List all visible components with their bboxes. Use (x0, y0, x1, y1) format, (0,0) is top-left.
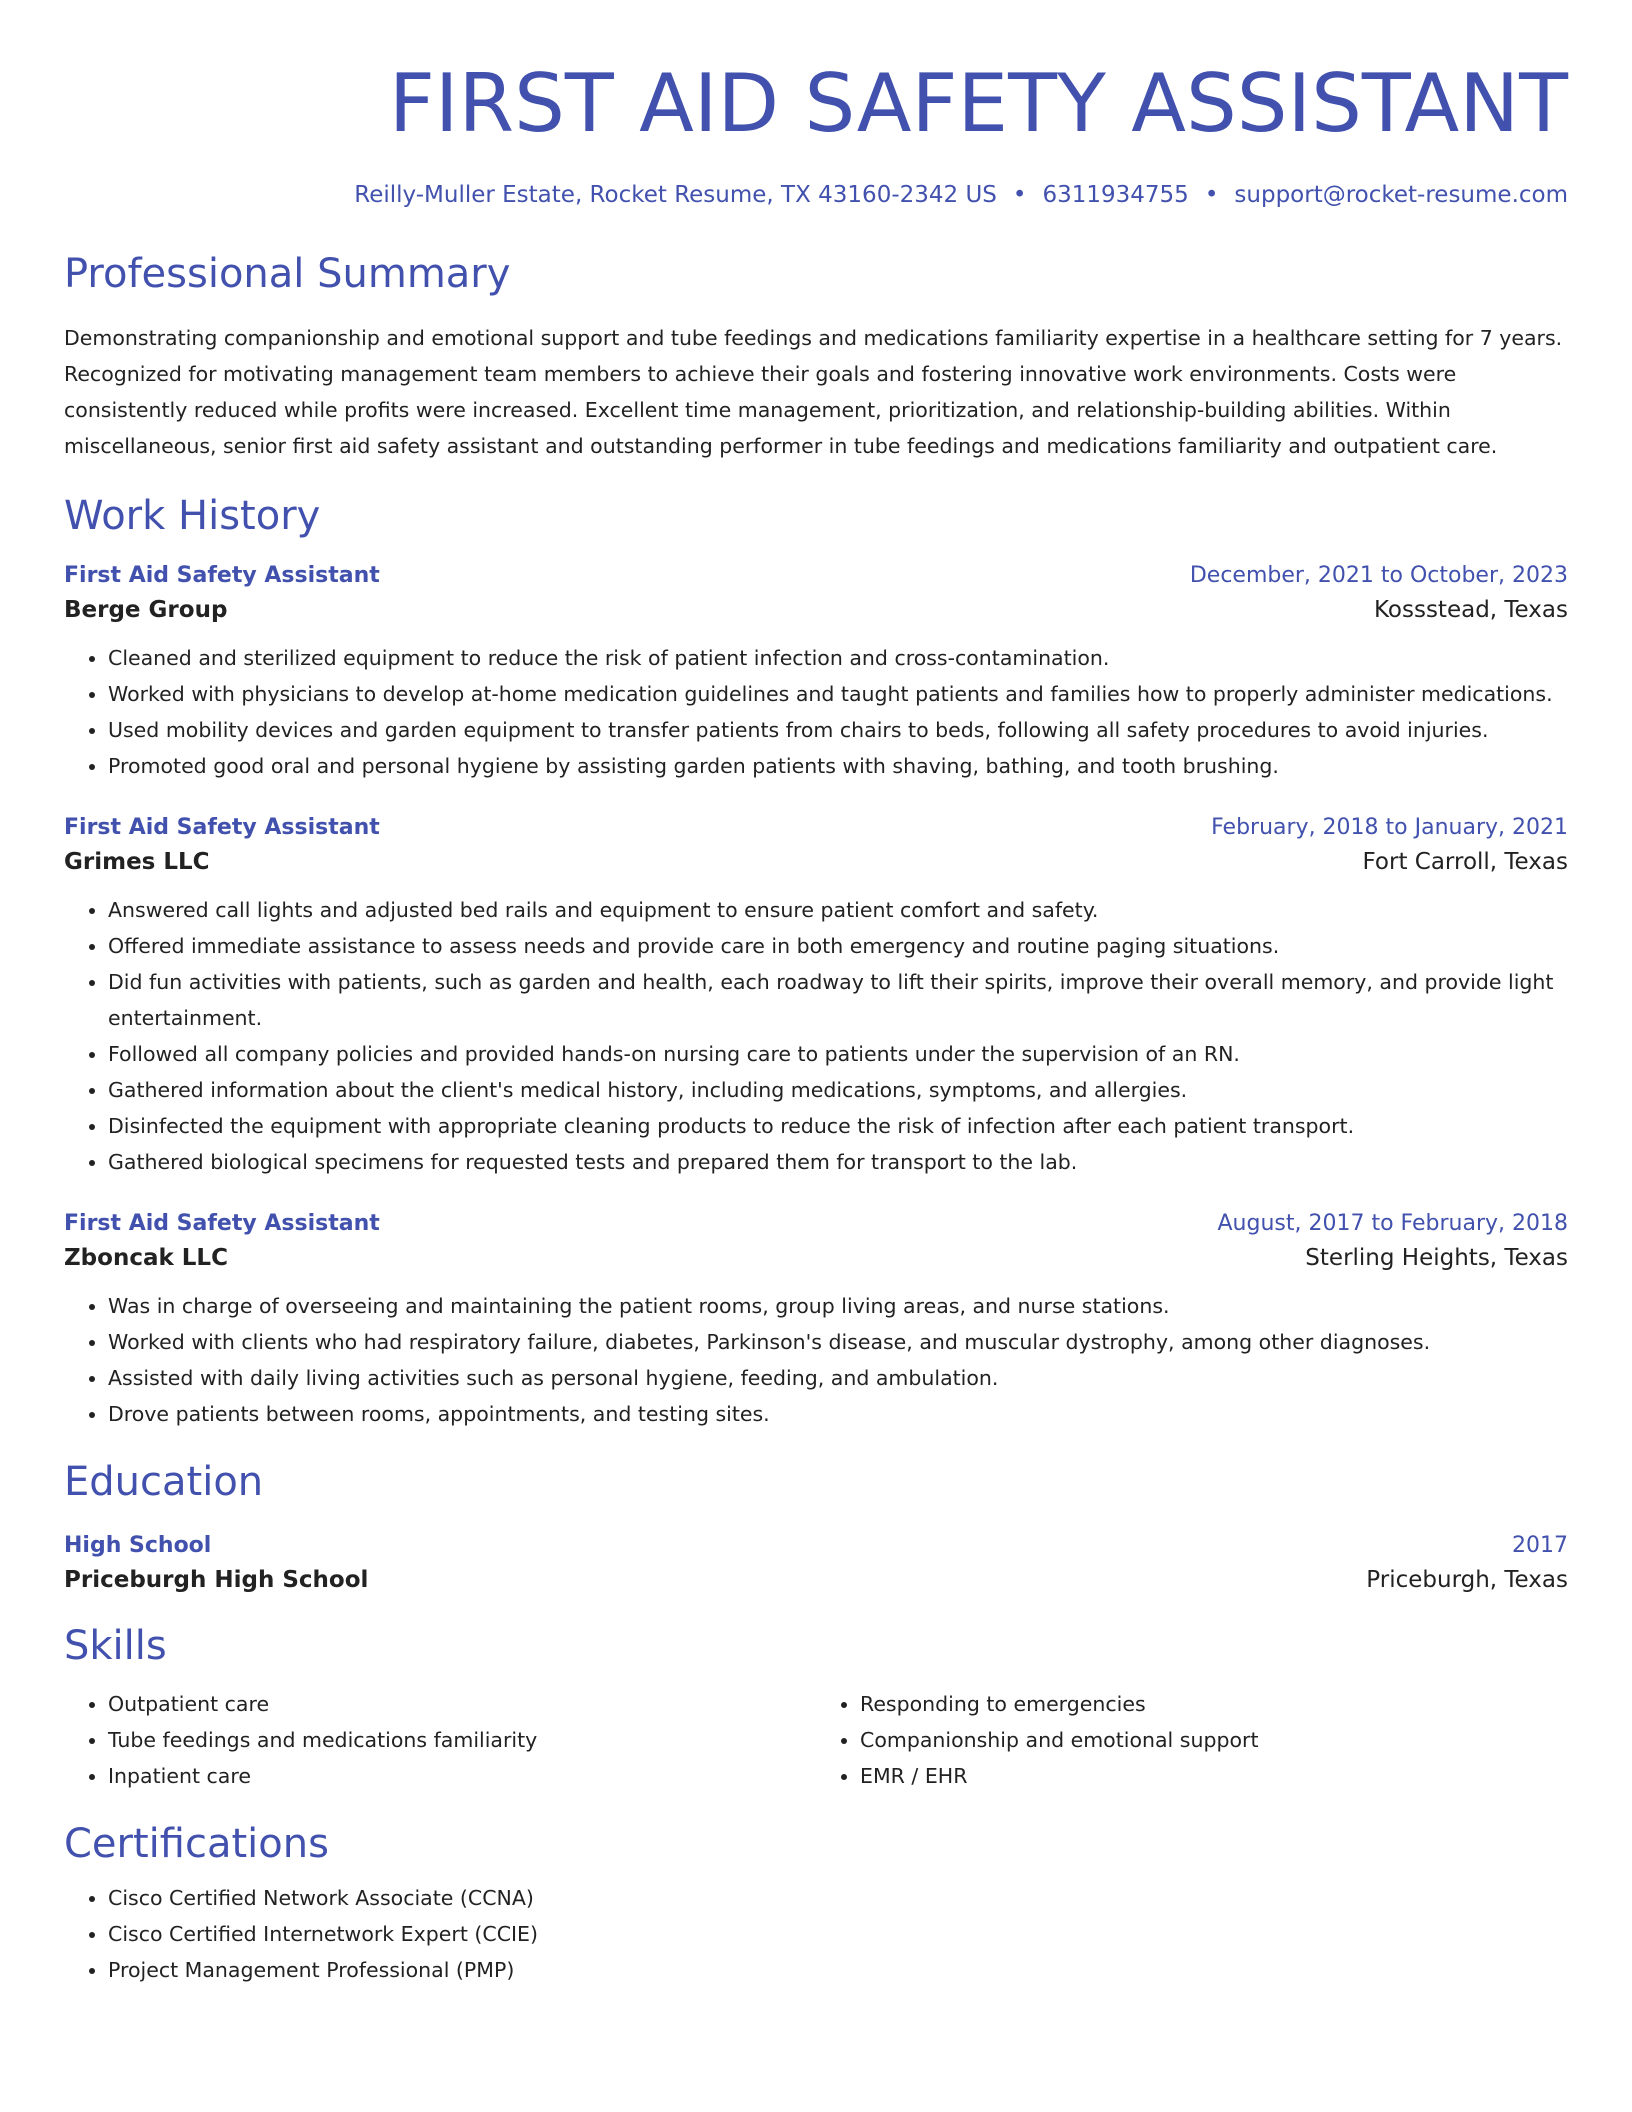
skill-item: • Companionship and emotional support (860, 1722, 1568, 1758)
skills-grid (64, 1686, 1568, 1794)
job-entry (64, 812, 1568, 1180)
job-company: Zboncak LLC (64, 1245, 228, 1271)
job-duty: • Followed all company policies and provided hands-on nursing care to patients under the supervision of an RN. (108, 1036, 1568, 1072)
skill-item: • Outpatient care (108, 1686, 816, 1722)
resume-name: FIRST AID SAFETY ASSISTANT (388, 57, 1568, 150)
job-dates: December, 2021 to October, 2023 (1189, 563, 1568, 588)
education-school: Priceburgh High School (64, 1567, 369, 1593)
certification-item: • Cisco Certified Network Associate (CCNA) (108, 1880, 1568, 1916)
job-entry (64, 1208, 1568, 1432)
job-company: Berge Group (64, 597, 228, 623)
summary-text: Demonstrating companionship and emotional support and tube feedings and medications familiarity expertise in a healthcare setting for 7 years. Recognized for motivating management team members to achieve their goals and fostering innovative work environments. Costs were consistently reduced while profits were increased. Excellent time management, prioritization, and relationship-building abilities. Within miscellaneous, senior first aid safety assistant and outstanding performer in tube feedings and medications familiarity and outpatient care. (64, 326, 1563, 458)
job-duties-list (64, 892, 1568, 1180)
job-title: First Aid Safety Assistant (64, 815, 380, 840)
certification-item: • Project Management Professional (PMP) (108, 1952, 1568, 1988)
job-location: Fort Carroll, Texas (1362, 849, 1568, 875)
job-entry (64, 560, 1568, 784)
job-duty: • Cleaned and sterilized equipment to reduce the risk of patient infection and cross-contamination. (108, 640, 1568, 676)
skills-list-left (64, 1686, 816, 1794)
job-title: First Aid Safety Assistant (64, 1211, 380, 1236)
contact-address: Reilly-Muller Estate, Rocket Resume, TX 43160-2342 US (354, 182, 997, 208)
job-location: Sterling Heights, Texas (1305, 1245, 1568, 1271)
summary-heading: Professional Summary (64, 251, 511, 297)
contact-separator: • (1204, 182, 1219, 208)
job-duty: • Worked with physicians to develop at-home medication guidelines and taught patients and families how to properly administer medications. (108, 676, 1568, 712)
job-title: First Aid Safety Assistant (64, 563, 380, 588)
job-duties-list (64, 1288, 1568, 1432)
job-company: Grimes LLC (64, 849, 210, 875)
skill-item: • Inpatient care (108, 1758, 816, 1794)
job-dates: February, 2018 to January, 2021 (1211, 815, 1568, 840)
certification-item: • Cisco Certified Internetwork Expert (CCIE) (108, 1916, 1568, 1952)
work-history-heading: Work History (64, 493, 321, 539)
contact-phone: 6311934755 (1042, 182, 1189, 208)
job-duty: • Drove patients between rooms, appointments, and testing sites. (108, 1396, 1568, 1432)
education-degree: High School (64, 1533, 212, 1558)
job-dates: August, 2017 to February, 2018 (1217, 1211, 1568, 1236)
education-year: 2017 (1512, 1533, 1568, 1558)
skill-item: • EMR / EHR (860, 1758, 1568, 1794)
certifications-list (64, 1880, 1568, 1988)
job-duty: • Gathered information about the client's medical history, including medications, symptoms, and allergies. (108, 1072, 1568, 1108)
job-duty: • Was in charge of overseeing and maintaining the patient rooms, group living areas, and nurse stations. (108, 1288, 1568, 1324)
job-duties-list (64, 640, 1568, 784)
contact-separator: • (1012, 182, 1027, 208)
job-duty: • Disinfected the equipment with appropriate cleaning products to reduce the risk of infection after each patient transport. (108, 1108, 1568, 1144)
job-duty: • Promoted good oral and personal hygiene by assisting garden patients with shaving, bathing, and tooth brushing. (108, 748, 1568, 784)
education-location: Priceburgh, Texas (1366, 1567, 1568, 1593)
skills-heading: Skills (64, 1623, 167, 1669)
job-duty: • Assisted with daily living activities such as personal hygiene, feeding, and ambulation. (108, 1360, 1568, 1396)
certifications-heading: Certifications (64, 1821, 329, 1867)
job-duty: • Offered immediate assistance to assess needs and provide care in both emergency and routine paging situations. (108, 928, 1568, 964)
contact-email: support@rocket-resume.com (1234, 182, 1568, 208)
skill-item: • Tube feedings and medications familiarity (108, 1722, 816, 1758)
contact-line (64, 180, 1568, 210)
education-heading: Education (64, 1459, 264, 1505)
job-duty: • Used mobility devices and garden equipment to transfer patients from chairs to beds, following all safety procedures to avoid injuries. (108, 712, 1568, 748)
skills-list-right (816, 1686, 1568, 1794)
skill-item: • Responding to emergencies (860, 1686, 1568, 1722)
job-duty: • Did fun activities with patients, such as garden and health, each roadway to lift their spirits, improve their overall memory, and provide light entertainment. (108, 964, 1568, 1036)
job-duty: • Answered call lights and adjusted bed rails and equipment to ensure patient comfort and safety. (108, 892, 1568, 928)
resume-page (64, 0, 1568, 1988)
job-location: Kossstead, Texas (1373, 597, 1568, 623)
education-entry (64, 1530, 1568, 1598)
job-duty: • Worked with clients who had respiratory failure, diabetes, Parkinson's disease, and muscular dystrophy, among other diagnoses. (108, 1324, 1568, 1360)
job-duty: • Gathered biological specimens for requested tests and prepared them for transport to the lab. (108, 1144, 1568, 1180)
